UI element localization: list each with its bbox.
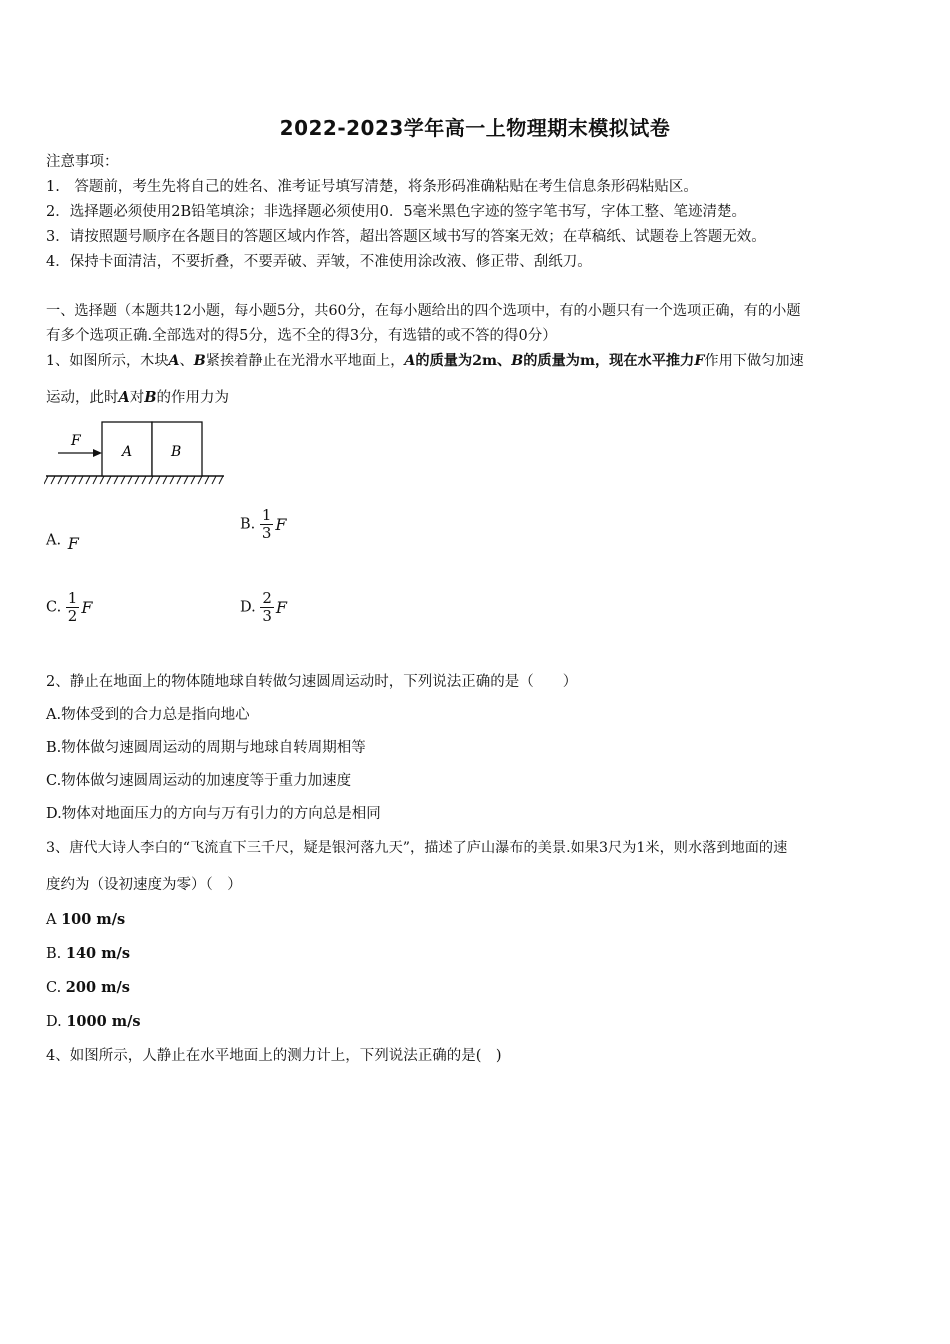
- option-label: A.: [46, 532, 62, 549]
- q1-var: B: [144, 389, 157, 406]
- q1-var: B: [511, 353, 524, 369]
- q3-option-b: [46, 944, 130, 964]
- notice-item-1: 1. 答题前，考生先将自己的姓名、准考证号填写清楚，将条形码准确粘贴在考生信息条形码粘贴区。: [46, 179, 698, 195]
- numerator: 2: [262, 589, 272, 607]
- q1-var: F: [694, 353, 705, 369]
- question-4-stem: 4、如图所示，人静止在水平地面上的测力计上，下列说法正确的是( ): [46, 1048, 502, 1064]
- block-a-label: A: [122, 444, 133, 460]
- q1-text: 的作用力为: [156, 390, 230, 406]
- blocks-figure: [44, 418, 229, 488]
- q1-var: B: [193, 353, 206, 369]
- option-label: D.: [46, 1014, 67, 1030]
- option-label: D.: [240, 599, 256, 616]
- fraction: [260, 507, 274, 542]
- option-value: 1000 m/s: [66, 1013, 141, 1030]
- option-label: A: [46, 912, 62, 928]
- question-1-line-2: [46, 388, 229, 408]
- question-2-stem: 2、静止在地面上的物体随地球自转做匀速圆周运动时，下列说法正确的是（ ）: [46, 674, 578, 690]
- q2-option-d: D.物体对地面压力的方向与万有引力的方向总是相同: [46, 806, 381, 822]
- q1-text: 作用下做匀加速: [704, 353, 804, 369]
- block-b-label: B: [171, 444, 182, 460]
- q1-text: 对: [129, 390, 145, 406]
- option-label: B.: [46, 946, 66, 962]
- fraction: [66, 590, 80, 625]
- denominator: 3: [262, 607, 272, 625]
- q2-option-b: B.物体做匀速圆周运动的周期与地球自转周期相等: [46, 740, 366, 756]
- q1-text: 紧挨着静止在光滑水平地面上，: [205, 353, 405, 369]
- q3-option-c: [46, 978, 130, 998]
- numerator: 1: [67, 589, 78, 607]
- question-3-line-2: 度约为（设初速度为零）（ ）: [46, 877, 242, 893]
- force-arrow-head: [93, 449, 102, 457]
- notice-item-2: 2．选择题必须使用2B铅笔填涂；非选择题必须使用0．5毫米黑色字迹的签字笔书写，字体工整、笔迹清楚。: [46, 204, 747, 220]
- q3-option-a: [46, 910, 125, 930]
- q1-text: 运动，此时: [46, 390, 119, 406]
- fraction: [260, 590, 274, 625]
- section-heading-line-1: 一、选择题（本题共12小题，每小题5分，共60分，在每小题给出的四个选项中，有的小题只有一个选项正确，有的小题: [46, 303, 801, 319]
- q1-option-b: [240, 507, 287, 542]
- q3-option-d: [46, 1012, 141, 1032]
- q1-var: A: [118, 389, 130, 406]
- q1-text: 的质量为m，现在水平推力: [523, 353, 695, 369]
- force-label: F: [71, 433, 81, 449]
- denominator: 3: [261, 524, 272, 542]
- q1-text: 的质量为2m、: [415, 353, 512, 369]
- option-var: F: [67, 534, 79, 553]
- q1-option-c: [46, 590, 92, 625]
- q2-option-a: A.物体受到的合力总是指向地心: [46, 707, 250, 723]
- notice-heading: 注意事项：: [46, 154, 119, 170]
- option-value: 140 m/s: [65, 945, 130, 962]
- option-label: B.: [240, 516, 256, 533]
- option-var: F: [275, 515, 287, 534]
- notice-item-3: 3．请按照题号顺序在各题目的答题区域内作答，超出答题区域书写的答案无效；在草稿纸、试题卷上答题无效。: [46, 229, 766, 245]
- q1-option-d: [240, 590, 287, 625]
- notice-item-4: 4．保持卡面清洁，不要折叠，不要弄破、弄皱，不准使用涂改液、修正带、刮纸刀。: [46, 254, 592, 270]
- option-label: C.: [46, 599, 62, 616]
- option-value: 100 m/s: [61, 911, 126, 928]
- q1-text: 、: [179, 353, 194, 369]
- option-var: F: [275, 598, 287, 617]
- q1-option-a: [46, 531, 79, 553]
- section-heading-line-2: 有多个选项正确.全部选对的得5分，选不全的得3分，有选错的或不答的得0分）: [46, 328, 557, 344]
- numerator: 1: [261, 506, 272, 524]
- q1-text: 1、如图所示，木块: [46, 353, 169, 369]
- option-var: F: [81, 598, 93, 617]
- q2-option-c: C.物体做匀速圆周运动的加速度等于重力加速度: [46, 773, 352, 789]
- page-title: 2022-2023学年高一上物理期末模拟试卷: [279, 116, 671, 140]
- question-1-line-1: [46, 351, 804, 371]
- denominator: 2: [67, 607, 78, 625]
- option-value: 200 m/s: [65, 979, 130, 996]
- option-label: C.: [46, 980, 66, 996]
- q1-var: A: [404, 353, 416, 369]
- question-3-line-1: 3、唐代大诗人李白的“飞流直下三千尺，疑是银河落九天”，描述了庐山瀑布的美景.如果3尺为1米，则水落到地面的速: [46, 840, 788, 856]
- q1-var: A: [168, 353, 180, 369]
